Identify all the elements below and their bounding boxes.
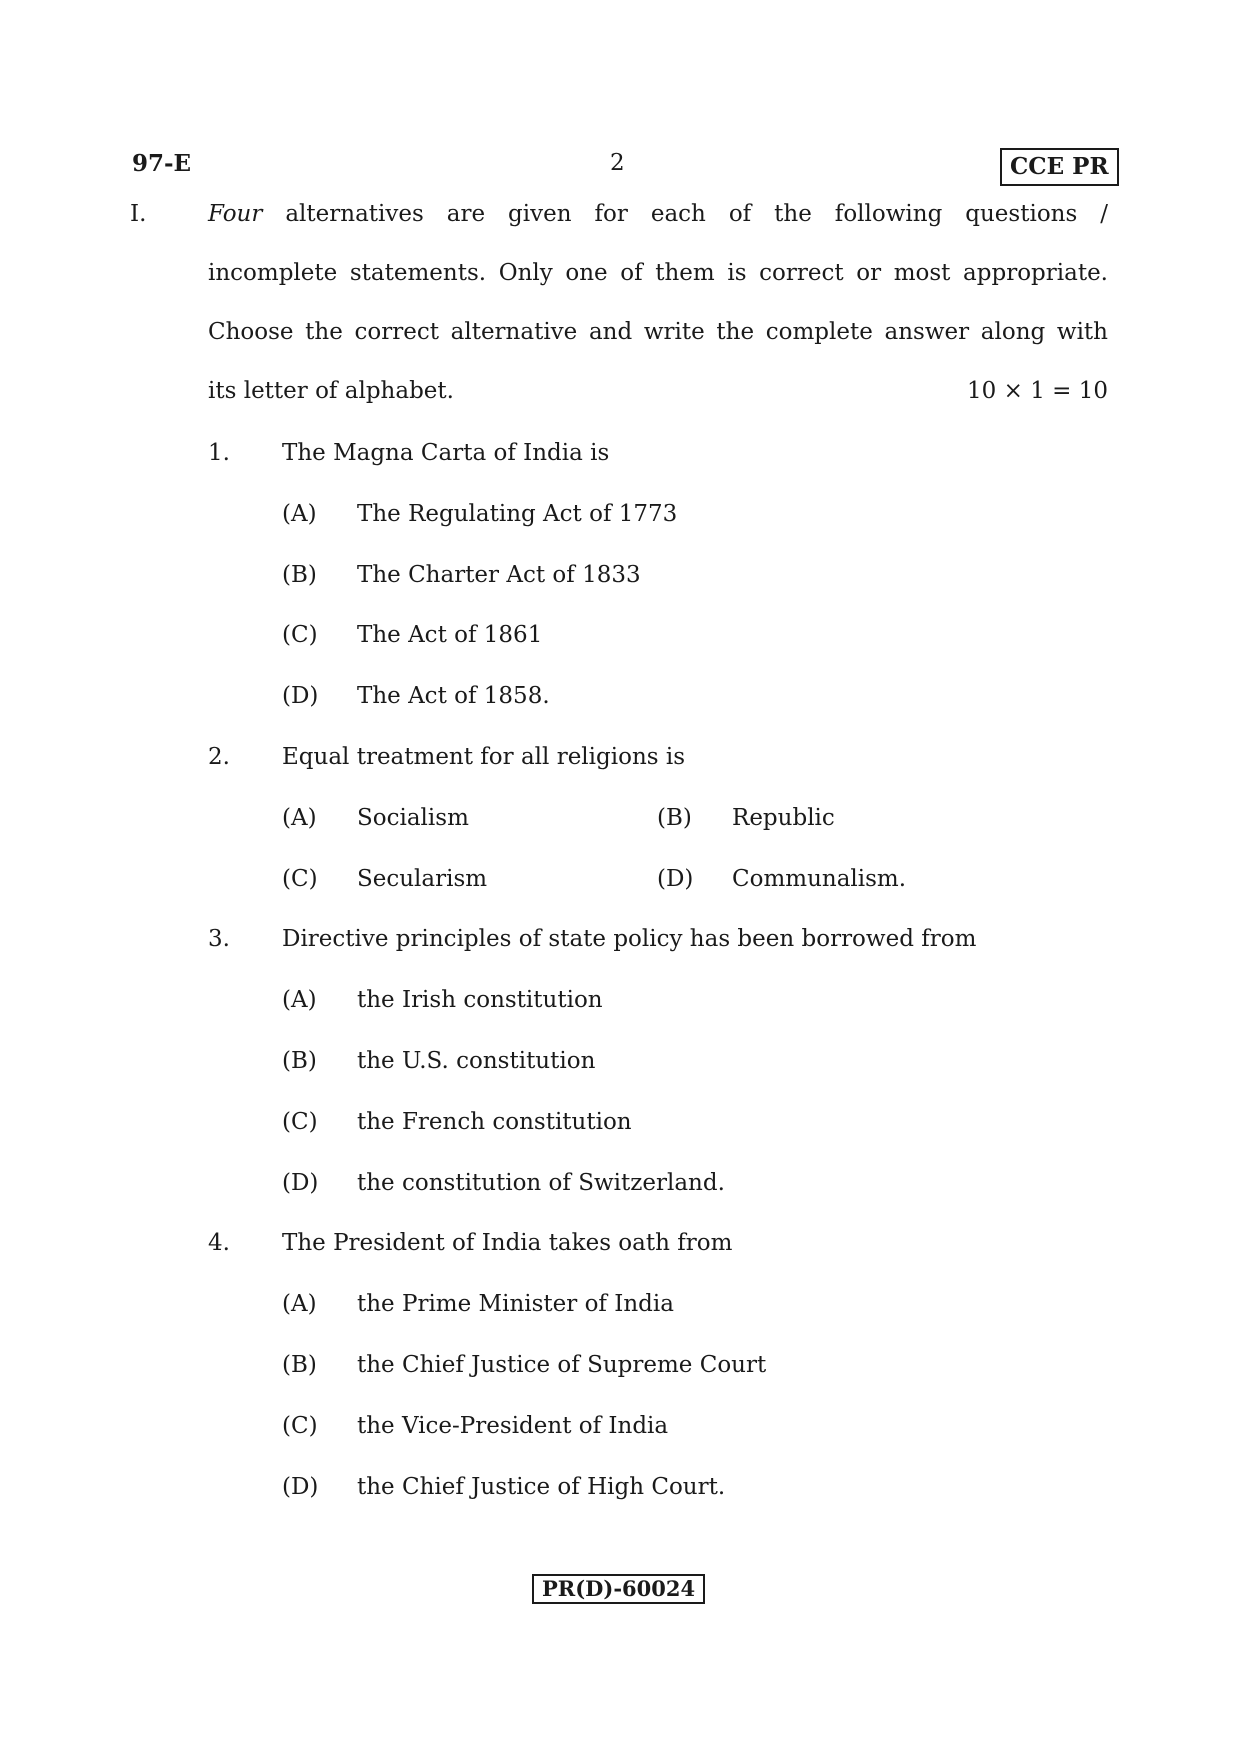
question-text: The Magna Carta of India is	[282, 440, 610, 466]
option-letter: (D)	[657, 866, 694, 892]
question-number: 4.	[208, 1230, 230, 1256]
footer-code: PR(D)-60024	[532, 1574, 705, 1604]
option-letter: (C)	[282, 866, 318, 892]
option-text: Secularism	[357, 866, 488, 892]
option-text: the Irish constitution	[357, 987, 603, 1013]
instruction-line-1	[208, 199, 1108, 229]
instruction-line-3: Choose the correct alternative and write the complete answer along with	[208, 319, 1108, 345]
option-letter: (D)	[282, 1170, 319, 1196]
option-letter: (B)	[282, 562, 317, 588]
option-letter: (C)	[282, 1413, 318, 1439]
option-text: Communalism.	[732, 866, 907, 892]
option-text: the U.S. constitution	[357, 1048, 596, 1074]
option-text: The Act of 1861	[357, 622, 543, 648]
instruction-line-2: incomplete statements. Only one of them is correct or most appropriate.	[208, 260, 1108, 286]
option-text: The Act of 1858.	[357, 683, 550, 709]
marks-allocation: 10 × 1 = 10	[967, 378, 1108, 404]
option-text: Socialism	[357, 805, 469, 831]
paper-code: 97-E	[132, 150, 192, 177]
page-number: 2	[610, 150, 625, 176]
option-letter: (C)	[282, 622, 318, 648]
option-text: Republic	[732, 805, 835, 831]
instruction-line-4-text: its letter of alphabet.	[208, 378, 454, 404]
option-letter: (D)	[282, 683, 319, 709]
option-letter: (B)	[657, 805, 692, 831]
option-letter: (B)	[282, 1352, 317, 1378]
series-tag: CCE PR	[1000, 148, 1119, 186]
instruction-first-word: Four	[208, 201, 263, 227]
question-text: Directive principles of state policy has been borrowed from	[282, 926, 977, 952]
option-text: the Vice-President of India	[357, 1413, 669, 1439]
option-letter: (C)	[282, 1109, 318, 1135]
option-text: The Charter Act of 1833	[357, 562, 641, 588]
question-number: 2.	[208, 744, 230, 770]
option-letter: (A)	[282, 1291, 317, 1317]
section-numeral: I.	[130, 201, 147, 227]
instruction-line-1-rest: alternatives are given for each of the following questions /	[285, 201, 1109, 227]
option-text: the Prime Minister of India	[357, 1291, 674, 1317]
option-letter: (A)	[282, 987, 317, 1013]
option-text: The Regulating Act of 1773	[357, 501, 678, 527]
option-text: the Chief Justice of Supreme Court	[357, 1352, 767, 1378]
question-text: Equal treatment for all religions is	[282, 744, 686, 770]
option-letter: (D)	[282, 1474, 319, 1500]
option-text: the constitution of Switzerland.	[357, 1170, 725, 1196]
question-number: 3.	[208, 926, 230, 952]
option-text: the Chief Justice of High Court.	[357, 1474, 726, 1500]
question-text: The President of India takes oath from	[282, 1230, 733, 1256]
option-letter: (A)	[282, 501, 317, 527]
option-letter: (A)	[282, 805, 317, 831]
instruction-line-4	[208, 376, 1108, 406]
option-letter: (B)	[282, 1048, 317, 1074]
question-number: 1.	[208, 440, 230, 466]
option-text: the French constitution	[357, 1109, 632, 1135]
